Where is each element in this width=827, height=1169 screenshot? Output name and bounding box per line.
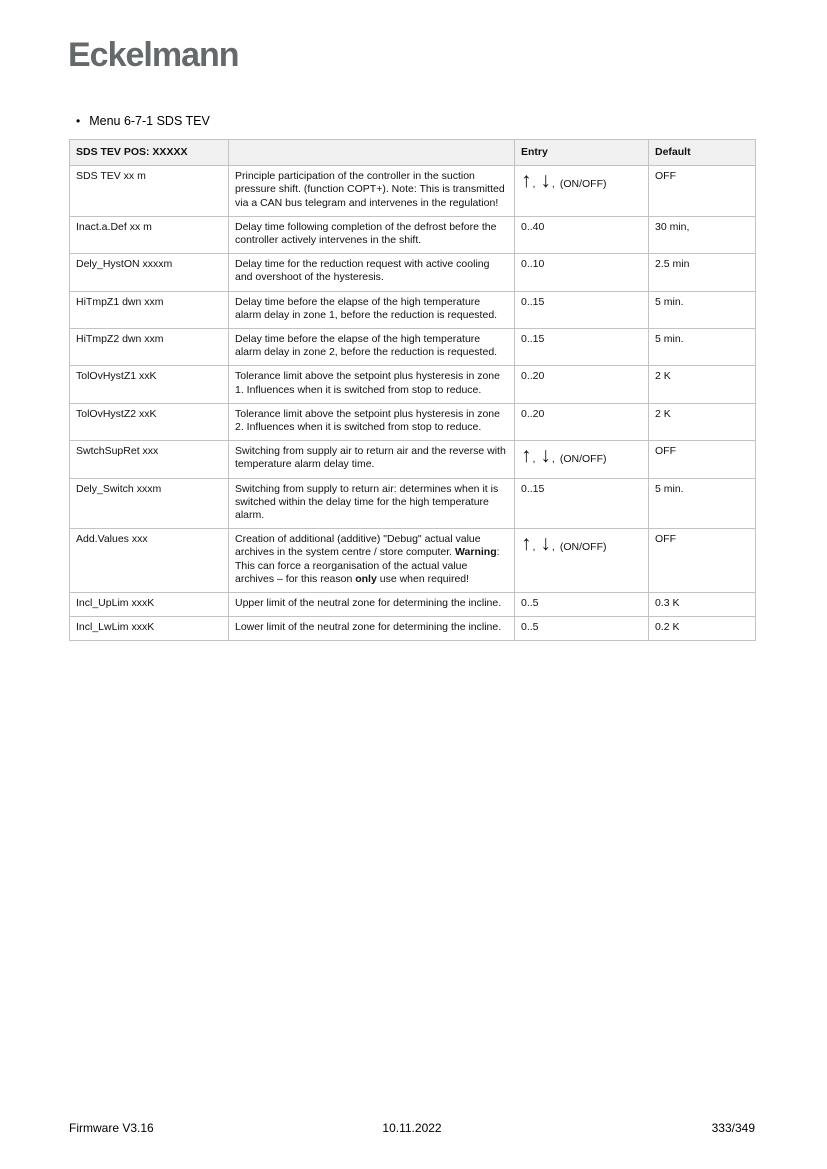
param-default: 5 min. <box>649 329 756 366</box>
down-arrow-icon: ↓ <box>540 444 551 468</box>
description-bold-text: only <box>355 572 377 585</box>
param-entry: 0..5 <box>515 617 649 641</box>
header-pos: SDS TEV POS: XXXXX <box>70 140 229 166</box>
param-description <box>229 593 515 617</box>
table-row <box>70 403 756 440</box>
param-description <box>229 291 515 328</box>
onoff-label: (ON/OFF) <box>559 453 607 466</box>
description-text: Creation of additional (additive) "Debug" actual value archives in the system centre / store computer. <box>235 533 481 559</box>
param-description <box>229 329 515 366</box>
comma-text: , <box>532 541 536 554</box>
param-description <box>229 166 515 217</box>
footer-firmware-version: Firmware V3.16 <box>69 1121 154 1135</box>
param-default: 2 K <box>649 366 756 403</box>
table-row <box>70 166 756 217</box>
table-row <box>70 366 756 403</box>
table-row <box>70 617 756 641</box>
comma-text: , <box>532 178 536 191</box>
comma-text: , <box>551 178 555 191</box>
footer-date: 10.11.2022 <box>382 1121 442 1135</box>
param-entry <box>515 441 649 478</box>
param-default: 0.3 K <box>649 593 756 617</box>
param-label: Dely_HystON xxxxm <box>70 254 229 291</box>
description-text: Principle participation of the controller in the suction pressure shift. (function COPT+). Note: This is transmitted via a CAN bus telegram and intervenes in the regulation! <box>235 170 505 209</box>
param-label: TolOvHystZ2 xxK <box>70 403 229 440</box>
comma-text: , <box>551 453 555 466</box>
param-default: OFF <box>649 441 756 478</box>
param-description <box>229 366 515 403</box>
param-default: 2.5 min <box>649 254 756 291</box>
comma-text: , <box>532 453 536 466</box>
down-arrow-icon: ↓ <box>540 169 551 193</box>
description-text: Switching from supply to return air: determines when it is switched within the delay time for the high temperature alarm. <box>235 482 499 522</box>
description-text: Delay time before the elapse of the high temperature alarm delay in zone 1, before the reduction is requested. <box>235 295 498 321</box>
param-label: Inact.a.Def xx m <box>70 216 229 253</box>
eckelmann-logo: Eckelmann <box>68 36 239 74</box>
param-default: 5 min. <box>649 291 756 328</box>
param-entry: 0..20 <box>515 403 649 440</box>
table-header-row <box>70 140 756 166</box>
description-bold-text: Warning <box>455 546 497 559</box>
bullet-icon: • <box>76 114 81 128</box>
param-label: Incl_LwLim xxxK <box>70 617 229 641</box>
param-entry: 0..15 <box>515 329 649 366</box>
param-label: HiTmpZ2 dwn xxm <box>70 329 229 366</box>
table-row <box>70 529 756 593</box>
param-entry: 0..20 <box>515 366 649 403</box>
table-row <box>70 216 756 253</box>
parameter-table <box>69 139 756 641</box>
param-entry: 0..15 <box>515 478 649 529</box>
page-footer <box>69 1121 755 1135</box>
param-label: SwtchSupRet xxx <box>70 441 229 478</box>
param-description <box>229 216 515 253</box>
header-default: Default <box>649 140 756 166</box>
table-row <box>70 291 756 328</box>
param-default: 0.2 K <box>649 617 756 641</box>
description-text: Delay time before the elapse of the high temperature alarm delay in zone 2, before the reduction is requested. <box>235 333 498 359</box>
up-arrow-icon: ↑ <box>521 444 532 468</box>
param-entry: 0..15 <box>515 291 649 328</box>
param-default: OFF <box>649 166 756 217</box>
param-description <box>229 254 515 291</box>
footer-page-number: 333/349 <box>711 1121 756 1135</box>
param-entry: 0..40 <box>515 216 649 253</box>
table-row <box>70 329 756 366</box>
table-row <box>70 441 756 478</box>
param-label: SDS TEV xx m <box>70 166 229 217</box>
description-text: Tolerance limit above the setpoint plus hysteresis in zone 2. Influences when it is switched from stop to reduce. <box>235 407 500 434</box>
param-description <box>229 529 515 593</box>
up-arrow-icon: ↑ <box>521 532 532 556</box>
description-text: Delay time following completion of the defrost before the controller actively intervenes in the shift. <box>235 220 497 247</box>
menu-bullet-line <box>76 114 210 128</box>
param-description <box>229 441 515 478</box>
description-text: : This can force a reorganisation of the actual value archives – for this reason <box>235 546 500 585</box>
up-arrow-icon: ↑ <box>521 169 532 193</box>
param-label: Add.Values xxx <box>70 529 229 593</box>
header-description <box>229 140 515 166</box>
param-default: 5 min. <box>649 478 756 529</box>
param-default: 2 K <box>649 403 756 440</box>
menu-label: Menu 6-7-1 SDS TEV <box>89 114 210 128</box>
table-row <box>70 254 756 291</box>
description-text: Upper limit of the neutral zone for determining the incline. <box>235 597 502 610</box>
table-row <box>70 593 756 617</box>
comma-text: , <box>551 541 555 554</box>
onoff-label: (ON/OFF) <box>559 541 607 554</box>
param-description <box>229 403 515 440</box>
down-arrow-icon: ↓ <box>540 532 551 556</box>
description-text: use when required! <box>376 572 470 585</box>
description-text: Delay time for the reduction request with active cooling and overshoot of the hysteresis. <box>235 258 490 284</box>
param-label: HiTmpZ1 dwn xxm <box>70 291 229 328</box>
param-default: 30 min, <box>649 216 756 253</box>
param-label: Dely_Switch xxxm <box>70 478 229 529</box>
description-text: Tolerance limit above the setpoint plus hysteresis in zone 1. Influences when it is switched from stop to reduce. <box>235 370 500 396</box>
param-description <box>229 617 515 641</box>
param-description <box>229 478 515 529</box>
description-text: Lower limit of the neutral zone for determining the incline. <box>235 621 502 634</box>
table-body <box>70 166 756 641</box>
onoff-label: (ON/OFF) <box>559 178 607 191</box>
param-entry <box>515 166 649 217</box>
table-row <box>70 478 756 529</box>
param-entry <box>515 529 649 593</box>
param-label: TolOvHystZ1 xxK <box>70 366 229 403</box>
description-text: Switching from supply air to return air and the reverse with temperature alarm delay time. <box>235 445 506 471</box>
param-default: OFF <box>649 529 756 593</box>
param-entry: 0..5 <box>515 593 649 617</box>
header-entry: Entry <box>515 140 649 166</box>
param-entry: 0..10 <box>515 254 649 291</box>
param-label: Incl_UpLim xxxK <box>70 593 229 617</box>
